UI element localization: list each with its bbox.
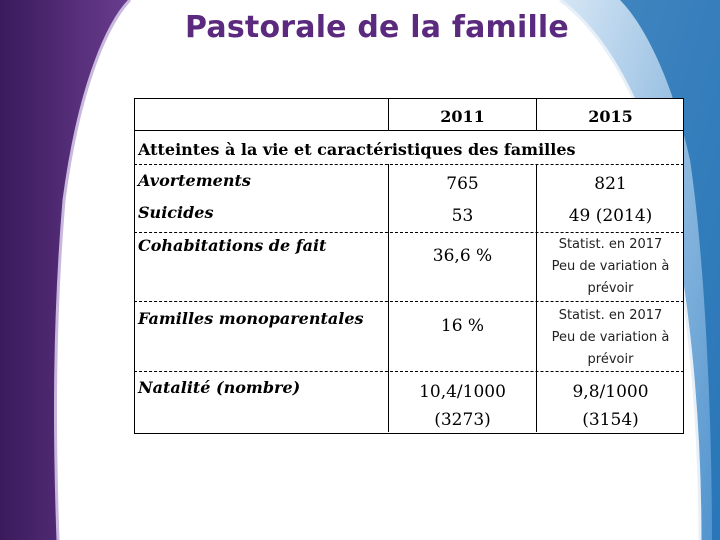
value-line: (3154) — [582, 410, 639, 430]
row-divider — [134, 371, 684, 372]
col-divider — [388, 164, 389, 432]
value-2015 — [537, 378, 684, 434]
row-divider — [134, 232, 684, 233]
value-2011: 53 — [451, 206, 474, 226]
value-line: 10,4/1000 — [419, 382, 506, 402]
note-line: Peu de variation à — [551, 330, 670, 345]
value-2011: 36,6 % — [432, 246, 493, 266]
column-header-2015: 2015 — [588, 107, 633, 126]
value-2015-note — [537, 234, 684, 300]
value-line: (3273) — [434, 410, 491, 430]
value-2011: 16 % — [440, 316, 485, 336]
page-title-text: Pastorale de la famille — [185, 10, 569, 45]
note-line: Peu de variation à — [551, 259, 670, 274]
section-label: Atteintes à la vie et caractéristiques des familles — [138, 140, 576, 159]
row-divider — [134, 301, 684, 302]
row-label-suicides: Suicides — [138, 203, 214, 222]
row-divider — [134, 164, 684, 165]
col-divider — [388, 98, 389, 130]
row-label-natalite: Natalité (nombre) — [138, 378, 301, 397]
note-line: Statist. en 2017 — [558, 308, 663, 323]
value-2015: 49 (2014) — [568, 206, 653, 226]
value-2015-note — [537, 305, 684, 371]
row-label-avortements: Avortements — [138, 171, 251, 190]
value-2011 — [390, 378, 535, 434]
value-2015: 821 — [594, 174, 627, 194]
column-header-2011: 2011 — [440, 107, 485, 126]
statistics-table — [134, 98, 684, 434]
row-label-familles-monoparentales: Familles monoparentales — [138, 309, 364, 328]
header-rule — [134, 130, 684, 131]
note-line: prévoir — [587, 352, 634, 367]
value-2011: 765 — [446, 174, 479, 194]
value-line: 9,8/1000 — [572, 382, 649, 402]
page-title — [0, 10, 720, 45]
note-line: prévoir — [587, 281, 634, 296]
note-line: Statist. en 2017 — [558, 237, 663, 252]
row-label-cohabitations: Cohabitations de fait — [138, 236, 327, 255]
